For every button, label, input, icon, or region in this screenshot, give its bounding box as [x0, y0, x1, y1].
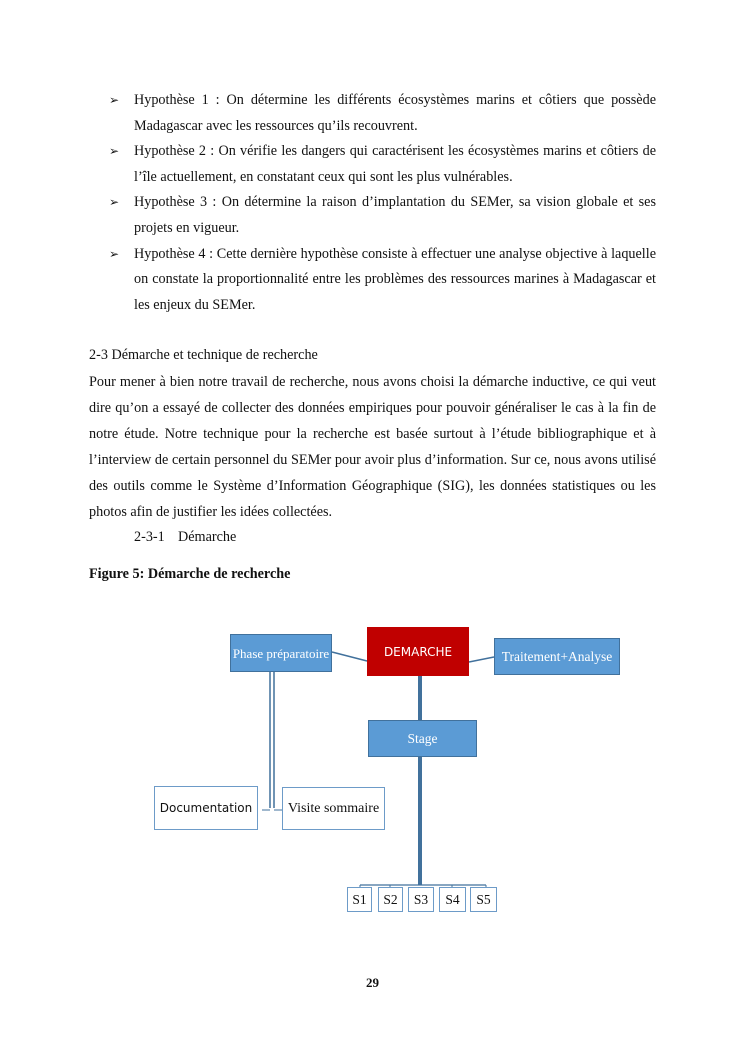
- subsection-number: 2-3-1: [134, 529, 165, 545]
- figure-caption: Figure 5: Démarche de recherche: [89, 566, 291, 582]
- node-traitement-analyse: Traitement+Analyse: [494, 638, 620, 675]
- arrow-bullet-icon: ➢: [109, 93, 120, 107]
- connector-root-phase: [332, 652, 367, 661]
- hypothesis-item: ➢ Hypothèse 3 : On détermine la raison d’implantation du SEMer, sa vision globale et ses projets en vigueur.: [109, 190, 656, 241]
- hypothesis-item: ➢ Hypothèse 4 : Cette dernière hypothèse consiste à effectuer une analyse objective à laquelle on constate la proportionnalité entre les problèmes des ressources marines à Madagascar et les enjeux du SEMer.: [109, 242, 656, 319]
- hypothesis-item: ➢ Hypothèse 2 : On vérifie les dangers qui caractérisent les écosystèmes marins et côtiers de l’île actuellement, en constatant ceux qui sont les plus vulnérables.: [109, 139, 656, 190]
- hypothesis-item: ➢ Hypothèse 1 : On détermine les différents écosystèmes marins et côtiers que possède Madagascar avec les ressources qu’ils recouvrent.: [109, 88, 656, 139]
- section-heading: 2-3 Démarche et technique de recherche: [89, 347, 318, 363]
- node-visite-sommaire: Visite sommaire: [282, 787, 385, 830]
- node-stage: Stage: [368, 720, 477, 757]
- node-demarche: DEMARCHE: [367, 627, 469, 676]
- node-phase-preparatoire: Phase préparatoire: [230, 634, 332, 672]
- arrow-bullet-icon: ➢: [109, 195, 120, 210]
- arrow-bullet-icon: ➢: [109, 246, 120, 261]
- subsection-title: Démarche: [178, 529, 237, 545]
- connector-root-traitement: [469, 657, 494, 662]
- body-paragraph: Pour mener à bien notre travail de recherche, nous avons choisi la démarche inductive, ce qui veut dire qu’on a essayé de collecter des données empiriques pour pouvoir généraliser le cas à la fin de notre étude. Notre technique pour la recherche est basée surtout à l’étude bibliographique et à l’interview de certain personnel du SEMer pour avoir plus d’information. Sur ce, nous avons utilisé des outils comme le Système d’Information Géographique (SIG), les données statistiques ou les photos afin de justifier les idées collectées.: [89, 374, 656, 520]
- page-number: 29: [366, 975, 379, 990]
- node-s4: S4: [439, 887, 466, 912]
- subsection-heading: [134, 527, 236, 547]
- node-s1: S1: [347, 887, 372, 912]
- arrow-bullet-icon: ➢: [109, 144, 120, 159]
- node-s3: S3: [408, 887, 434, 912]
- hypotheses-list: [109, 88, 656, 318]
- node-s2: S2: [378, 887, 403, 912]
- node-documentation: Documentation: [154, 786, 258, 830]
- node-s5: S5: [470, 887, 497, 912]
